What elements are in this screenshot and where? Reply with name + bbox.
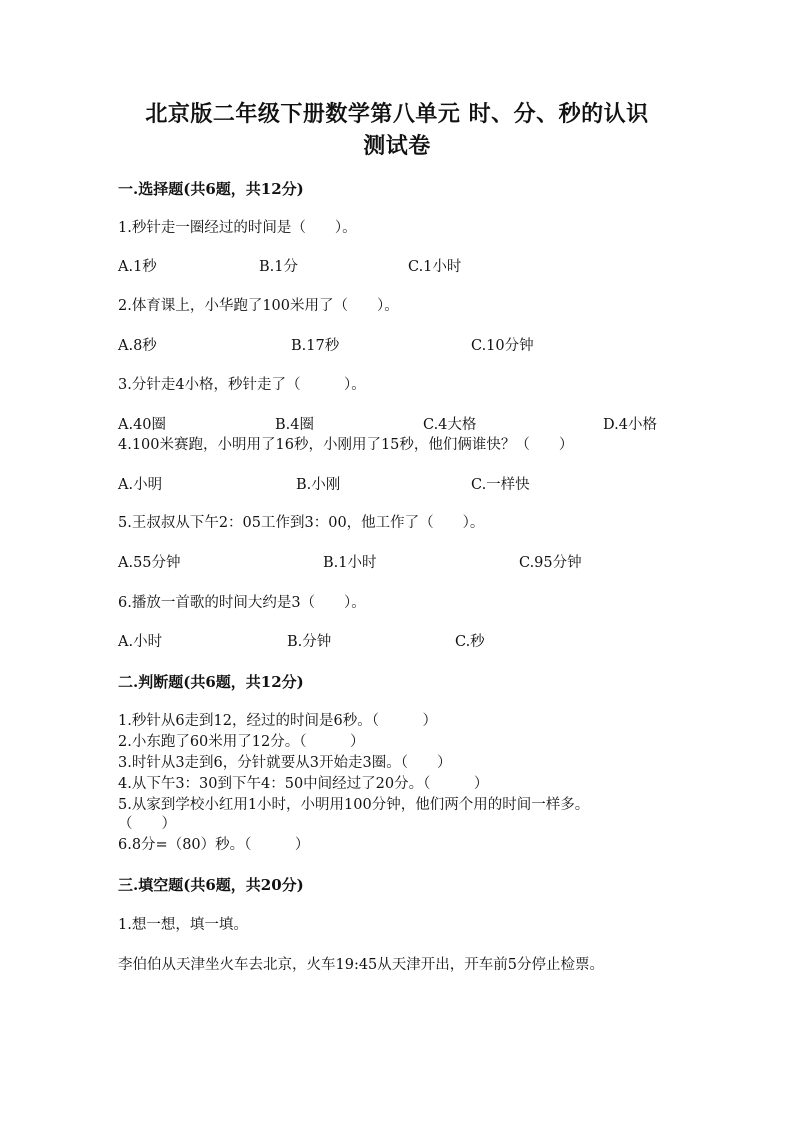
judge-item-4: 4.从下午3：30到下午4：50中间经过了20分。（ ）	[118, 776, 489, 792]
question-2: 2.体育课上，小华跑了100米用了（ ）。	[118, 298, 399, 314]
judge-item-5: 5.从家到学校小红用1小时，小明用100分钟，他们两个用的时间一样多。	[118, 797, 590, 813]
q3-option-d: D.4小格	[603, 417, 657, 433]
q2-option-c: C.10分钟	[471, 338, 534, 354]
q1-option-b: B.1分	[259, 259, 298, 275]
q5-option-c: C.95分钟	[519, 555, 582, 571]
q3-option-a: A.40圈	[118, 417, 167, 433]
question-6: 6.播放一首歌的时间大约是3（ ）。	[118, 595, 366, 611]
q2-option-a: A.8秒	[118, 338, 157, 354]
q5-option-a: A.55分钟	[118, 555, 181, 571]
page-title: 北京版二年级下册数学第八单元 时、分、秒的认识	[145, 101, 649, 127]
q1-option-c: C.1小时	[408, 259, 462, 275]
question-4: 4.100米赛跑，小明用了16秒，小刚用了15秒，他们俩谁快？（ ）	[118, 437, 574, 453]
section-heading-choice: 一.选择题(共6题，共12分)	[118, 180, 304, 198]
q3-option-b: B.4圈	[275, 417, 314, 433]
q4-option-c: C.一样快	[471, 477, 530, 493]
q4-option-a: A.小明	[118, 477, 163, 493]
judge-item-1: 1.秒针从6走到12，经过的时间是6秒。（ ）	[118, 713, 437, 729]
fill-question-1-text: 李伯伯从天津坐火车去北京，火车19:45从天津开出，开车前5分停止检票。	[118, 957, 605, 973]
q1-option-a: A.1秒	[118, 259, 157, 275]
q5-option-b: B.1小时	[323, 555, 377, 571]
judge-item-5-bracket: （ ）	[118, 816, 176, 832]
q6-option-b: B.分钟	[287, 634, 332, 650]
judge-item-6: 6.8分=（80）秒。（ ）	[118, 837, 310, 853]
question-3: 3.分针走4小格，秒针走了（ ）。	[118, 377, 366, 393]
q6-option-a: A.小时	[118, 634, 163, 650]
judge-item-2: 2.小东跑了60米用了12分。（ ）	[118, 734, 365, 750]
fill-question-1: 1.想一想，填一填。	[118, 917, 248, 933]
question-5: 5.王叔叔从下午2：05工作到3：00，他工作了（ ）。	[118, 515, 485, 531]
question-1: 1.秒针走一圈经过的时间是（ ）。	[118, 220, 357, 236]
q2-option-b: B.17秒	[291, 338, 340, 354]
q6-option-c: C.秒	[455, 634, 485, 650]
section-heading-fill: 三.填空题(共6题，共20分)	[118, 876, 304, 894]
q4-option-b: B.小刚	[296, 477, 341, 493]
q3-option-c: C.4大格	[423, 417, 477, 433]
page-subtitle: 测试卷	[363, 133, 431, 159]
section-heading-judge: 二.判断题(共6题，共12分)	[118, 673, 304, 691]
judge-item-3: 3.时针从3走到6，分针就要从3开始走3圈。（ ）	[118, 755, 452, 771]
